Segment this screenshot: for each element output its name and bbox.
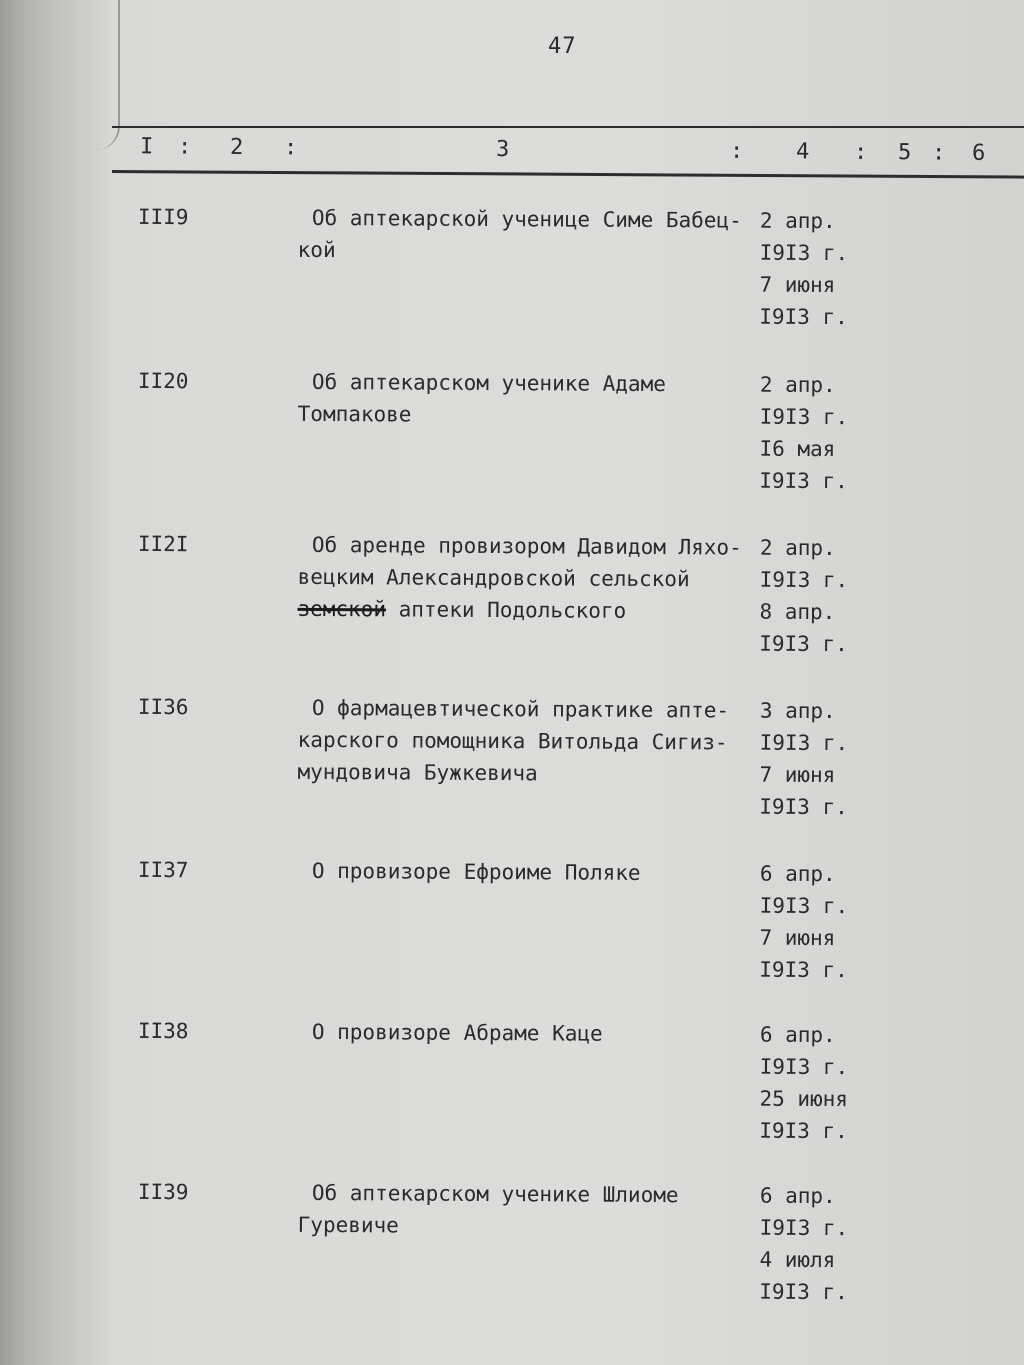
- struck-word: земской: [297, 596, 387, 622]
- date-line: I9I3 г.: [759, 404, 849, 430]
- record-title: [297, 529, 760, 628]
- title-line: вецким Александровской сельской: [297, 564, 690, 592]
- date-line: 4 июля: [759, 1247, 836, 1273]
- date-line: 6 апр.: [759, 861, 836, 887]
- date-line: 8 апр.: [759, 599, 836, 625]
- header-rule-top: [112, 126, 1024, 128]
- title-line: Об аптекарской ученице Симе Бабец-: [311, 205, 742, 233]
- record-number: III9: [137, 204, 189, 230]
- date-line: I9I3 г.: [759, 893, 849, 919]
- title-line: Гуревиче: [297, 1212, 399, 1238]
- date-line: I9I3 г.: [759, 567, 849, 593]
- title-line: О фармацевтической практике апте-: [311, 695, 730, 723]
- column-separator: :: [931, 140, 946, 166]
- record-dates: [759, 205, 848, 334]
- title-line: О провизоре Абраме Каце: [311, 1019, 603, 1046]
- title-line: кой: [297, 237, 336, 263]
- title-line-with-strike: [297, 593, 759, 628]
- date-line: I6 мая: [759, 436, 836, 462]
- record-dates: [759, 695, 848, 824]
- record-number: II38: [137, 1018, 189, 1044]
- date-line: I9I3 г.: [759, 240, 849, 266]
- title-line: карского помощника Витольда Сигиз-: [297, 727, 728, 755]
- record-dates: [759, 1180, 848, 1309]
- record-row: [0, 690, 1024, 820]
- date-line: I9I3 г.: [759, 1215, 849, 1241]
- date-line: 7 июня: [759, 272, 836, 298]
- date-line: I9I3 г.: [759, 1054, 849, 1080]
- date-line: 6 апр.: [759, 1183, 836, 1209]
- record-number: II2I: [137, 531, 189, 557]
- date-line: I9I3 г.: [759, 631, 848, 657]
- title-line: мундовича Бужкевича: [297, 759, 538, 786]
- title-line-rest: аптеки Подольского: [398, 597, 627, 623]
- title-line: Об аптекарском ученике Шлиоме: [311, 1180, 679, 1208]
- column-separator: :: [853, 139, 868, 165]
- column-header-5: 5: [897, 140, 912, 166]
- record-dates: [759, 858, 848, 987]
- date-line: 7 июня: [759, 762, 836, 788]
- record-row: [0, 200, 1024, 330]
- record-title: [298, 1016, 760, 1051]
- record-title: [298, 1177, 760, 1244]
- date-line: I9I3 г.: [759, 468, 848, 494]
- record-row: [0, 527, 1024, 657]
- title-line: Томпакове: [297, 401, 412, 427]
- record-dates: [759, 1019, 848, 1148]
- date-line: 25 июня: [759, 1086, 849, 1112]
- date-line: I9I3 г.: [759, 730, 849, 756]
- column-separator: :: [283, 135, 298, 161]
- title-line: Об аренде провизором Давидом Ляхо-: [311, 532, 742, 560]
- date-line: I9I3 г.: [759, 794, 848, 820]
- record-number: II20: [137, 368, 189, 394]
- column-header-6: 6: [971, 140, 986, 166]
- date-line: 3 апр.: [759, 698, 836, 724]
- column-header-4: 4: [795, 139, 810, 165]
- record-row: [0, 1014, 1024, 1144]
- date-line: 2 апр.: [759, 208, 836, 234]
- record-number: II36: [137, 694, 189, 720]
- record-dates: [759, 369, 848, 498]
- date-line: I9I3 г.: [759, 1279, 848, 1305]
- column-header-2: 2: [229, 134, 244, 161]
- record-title: [298, 366, 760, 433]
- record-row: [0, 853, 1024, 983]
- column-header-3: 3: [495, 137, 510, 163]
- date-line: I9I3 г.: [759, 957, 848, 983]
- book-spine-shadow: [0, 0, 112, 1365]
- date-line: 7 июня: [759, 925, 836, 951]
- column-header-1: I: [139, 134, 154, 160]
- record-dates: [759, 532, 848, 661]
- record-title: [298, 202, 760, 269]
- title-line: Об аптекарском ученике Адаме: [311, 369, 666, 397]
- record-row: [0, 364, 1024, 494]
- date-line: 6 апр.: [759, 1022, 836, 1048]
- column-separator: :: [729, 138, 744, 164]
- record-title: [297, 692, 760, 791]
- column-separator: :: [177, 134, 192, 160]
- record-row: [0, 1175, 1024, 1305]
- date-line: 2 апр.: [759, 372, 836, 398]
- date-line: I9I3 г.: [759, 304, 848, 330]
- column-header-row: [112, 132, 1024, 173]
- record-number: II37: [137, 857, 189, 883]
- title-line: О провизоре Ефроиме Поляке: [311, 858, 641, 885]
- date-line: 2 апр.: [759, 535, 836, 561]
- date-line: I9I3 г.: [759, 1118, 848, 1144]
- record-title: [298, 855, 760, 890]
- record-number: II39: [137, 1179, 189, 1205]
- page-number: 47: [548, 34, 577, 59]
